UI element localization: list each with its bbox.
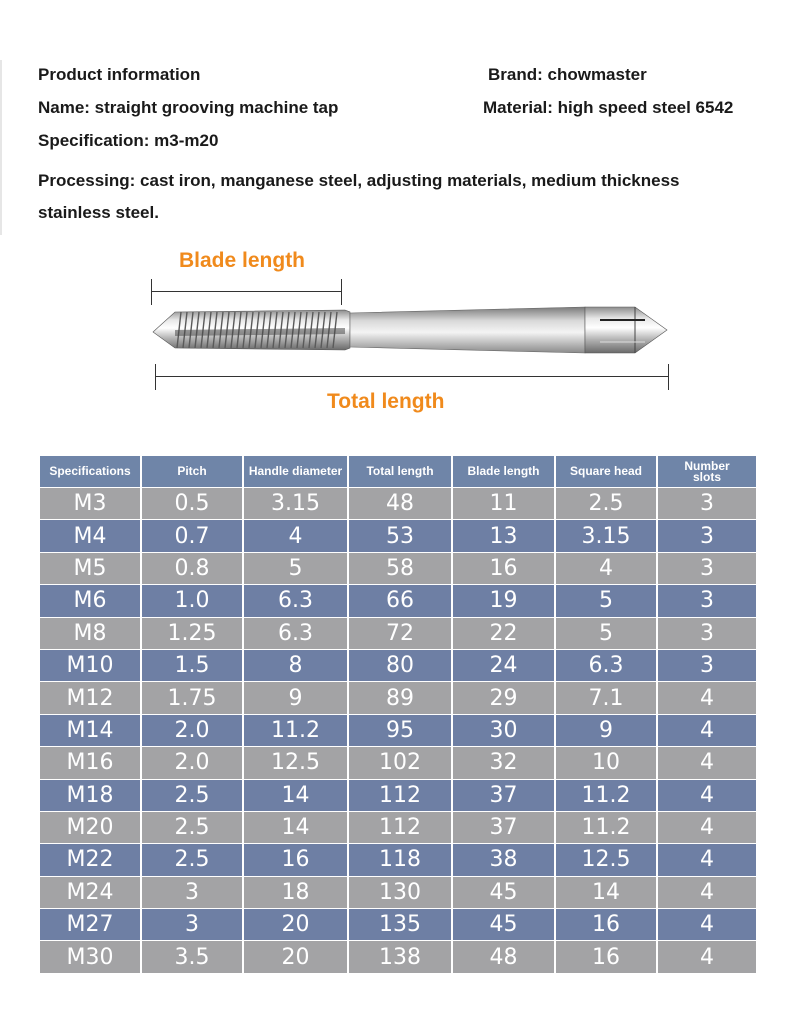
table-cell: 112 xyxy=(349,780,451,811)
table-cell: 13 xyxy=(453,520,554,551)
table-cell: M10 xyxy=(40,650,140,681)
table-cell: 2.0 xyxy=(142,715,242,746)
table-cell: 89 xyxy=(349,682,451,713)
table-row xyxy=(40,650,756,681)
table-cell: 11.2 xyxy=(244,715,347,746)
table-cell: 4 xyxy=(244,520,347,551)
table-cell: 0.8 xyxy=(142,553,242,584)
table-cell: 4 xyxy=(658,909,756,940)
table-cell: 95 xyxy=(349,715,451,746)
table-cell: 4 xyxy=(556,553,656,584)
total-length-right-tick xyxy=(668,364,669,390)
table-cell: 16 xyxy=(244,844,347,875)
material-text: Material: high speed steel 6542 xyxy=(483,98,734,117)
table-row xyxy=(40,844,756,875)
table-cell: 4 xyxy=(658,877,756,908)
table-cell: 22 xyxy=(453,618,554,649)
table-cell: M24 xyxy=(40,877,140,908)
table-cell: 45 xyxy=(453,877,554,908)
table-cell: 38 xyxy=(453,844,554,875)
processing-text-line2: stainless steel. xyxy=(38,203,159,222)
table-cell: M18 xyxy=(40,780,140,811)
processing-text-line1: Processing: cast iron, manganese steel, adjusting materials, medium thickness xyxy=(38,171,680,190)
column-header-total-length: Total length xyxy=(349,456,451,487)
table-cell: 138 xyxy=(349,941,451,972)
table-cell: 5 xyxy=(556,618,656,649)
table-cell: 53 xyxy=(349,520,451,551)
table-cell: 5 xyxy=(244,553,347,584)
table-cell: M30 xyxy=(40,941,140,972)
table-cell: 102 xyxy=(349,747,451,778)
specification-text: Specification: m3-m20 xyxy=(38,131,219,150)
table-cell: 2.5 xyxy=(556,488,656,519)
total-length-label: Total length xyxy=(327,390,445,413)
table-cell: M4 xyxy=(40,520,140,551)
table-cell: 3 xyxy=(658,618,756,649)
table-cell: 58 xyxy=(349,553,451,584)
table-cell: 14 xyxy=(556,877,656,908)
table-cell: 18 xyxy=(244,877,347,908)
table-row xyxy=(40,553,756,584)
table-cell: 4 xyxy=(658,780,756,811)
table-cell: 4 xyxy=(658,682,756,713)
table-cell: M27 xyxy=(40,909,140,940)
table-cell: 3 xyxy=(658,553,756,584)
table-cell: 37 xyxy=(453,812,554,843)
table-cell: 4 xyxy=(658,747,756,778)
left-edge-divider xyxy=(0,60,2,235)
table-cell: 3 xyxy=(658,585,756,616)
table-cell: 2.5 xyxy=(142,780,242,811)
table-cell: 2.0 xyxy=(142,747,242,778)
specification-table xyxy=(38,455,758,974)
table-cell: 45 xyxy=(453,909,554,940)
table-cell: 16 xyxy=(453,553,554,584)
table-cell: 11.2 xyxy=(556,780,656,811)
table-cell: 112 xyxy=(349,812,451,843)
table-cell: 20 xyxy=(244,909,347,940)
table-row xyxy=(40,747,756,778)
brand-text: Brand: chowmaster xyxy=(488,65,647,84)
table-cell: 1.0 xyxy=(142,585,242,616)
number-slots-label: Number slots xyxy=(684,458,730,484)
table-cell: 24 xyxy=(453,650,554,681)
table-cell: 37 xyxy=(453,780,554,811)
table-cell: 6.3 xyxy=(244,618,347,649)
total-length-dimension-line xyxy=(155,376,669,377)
table-cell: M16 xyxy=(40,747,140,778)
specification-table-body xyxy=(40,488,756,973)
table-cell: 16 xyxy=(556,941,656,972)
table-cell: 14 xyxy=(244,812,347,843)
table-cell: 20 xyxy=(244,941,347,972)
table-row xyxy=(40,812,756,843)
name-text: Name: straight grooving machine tap xyxy=(38,98,339,117)
table-cell: 8 xyxy=(244,650,347,681)
table-cell: 10 xyxy=(556,747,656,778)
table-row xyxy=(40,682,756,713)
table-cell: 3 xyxy=(658,650,756,681)
table-cell: 3.5 xyxy=(142,941,242,972)
column-header-square-head: Square head xyxy=(556,456,656,487)
column-header-number-slots xyxy=(658,456,756,487)
column-header-handle-diameter: Handle diameter xyxy=(244,456,347,487)
table-cell: 1.75 xyxy=(142,682,242,713)
column-header-pitch: Pitch xyxy=(142,456,242,487)
table-cell: 5 xyxy=(556,585,656,616)
table-cell: 130 xyxy=(349,877,451,908)
table-cell: 48 xyxy=(349,488,451,519)
table-cell: 0.5 xyxy=(142,488,242,519)
table-cell: 135 xyxy=(349,909,451,940)
blade-length-dimension-line xyxy=(151,291,342,292)
table-cell: M3 xyxy=(40,488,140,519)
table-cell: 2.5 xyxy=(142,844,242,875)
table-cell: 3.15 xyxy=(244,488,347,519)
table-cell: 3.15 xyxy=(556,520,656,551)
table-cell: 0.7 xyxy=(142,520,242,551)
table-cell: 3 xyxy=(658,520,756,551)
table-cell: 9 xyxy=(556,715,656,746)
table-cell: M6 xyxy=(40,585,140,616)
table-cell: 4 xyxy=(658,812,756,843)
table-cell: 9 xyxy=(244,682,347,713)
table-cell: M12 xyxy=(40,682,140,713)
table-row xyxy=(40,585,756,616)
table-row xyxy=(40,877,756,908)
table-row xyxy=(40,780,756,811)
table-cell: M20 xyxy=(40,812,140,843)
table-cell: M8 xyxy=(40,618,140,649)
table-cell: 30 xyxy=(453,715,554,746)
product-information-heading: Product information xyxy=(38,65,201,84)
table-cell: M14 xyxy=(40,715,140,746)
table-cell: 12.5 xyxy=(556,844,656,875)
table-cell: 11 xyxy=(453,488,554,519)
table-row xyxy=(40,488,756,519)
table-cell: 12.5 xyxy=(244,747,347,778)
table-cell: 66 xyxy=(349,585,451,616)
table-cell: 3 xyxy=(142,877,242,908)
table-cell: 32 xyxy=(453,747,554,778)
table-row xyxy=(40,715,756,746)
table-cell: 29 xyxy=(453,682,554,713)
table-header-row xyxy=(40,456,756,487)
table-cell: 6.3 xyxy=(556,650,656,681)
table-cell: 3 xyxy=(142,909,242,940)
table-cell: M22 xyxy=(40,844,140,875)
table-cell: 2.5 xyxy=(142,812,242,843)
table-cell: 4 xyxy=(658,844,756,875)
table-cell: 1.25 xyxy=(142,618,242,649)
table-cell: M5 xyxy=(40,553,140,584)
total-length-left-tick xyxy=(155,364,156,390)
table-cell: 118 xyxy=(349,844,451,875)
table-row xyxy=(40,909,756,940)
table-cell: 72 xyxy=(349,618,451,649)
table-cell: 7.1 xyxy=(556,682,656,713)
column-header-specifications: Specifications xyxy=(40,456,140,487)
blade-length-label: Blade length xyxy=(179,249,306,272)
table-cell: 48 xyxy=(453,941,554,972)
table-cell: 11.2 xyxy=(556,812,656,843)
table-cell: 3 xyxy=(658,488,756,519)
table-cell: 80 xyxy=(349,650,451,681)
table-cell: 4 xyxy=(658,715,756,746)
table-row xyxy=(40,941,756,972)
table-cell: 19 xyxy=(453,585,554,616)
table-cell: 14 xyxy=(244,780,347,811)
table-row xyxy=(40,618,756,649)
machine-tap-image xyxy=(145,296,675,362)
table-cell: 16 xyxy=(556,909,656,940)
table-cell: 6.3 xyxy=(244,585,347,616)
column-header-blade-length: Blade length xyxy=(453,456,554,487)
table-cell: 1.5 xyxy=(142,650,242,681)
table-row xyxy=(40,520,756,551)
table-cell: 4 xyxy=(658,941,756,972)
